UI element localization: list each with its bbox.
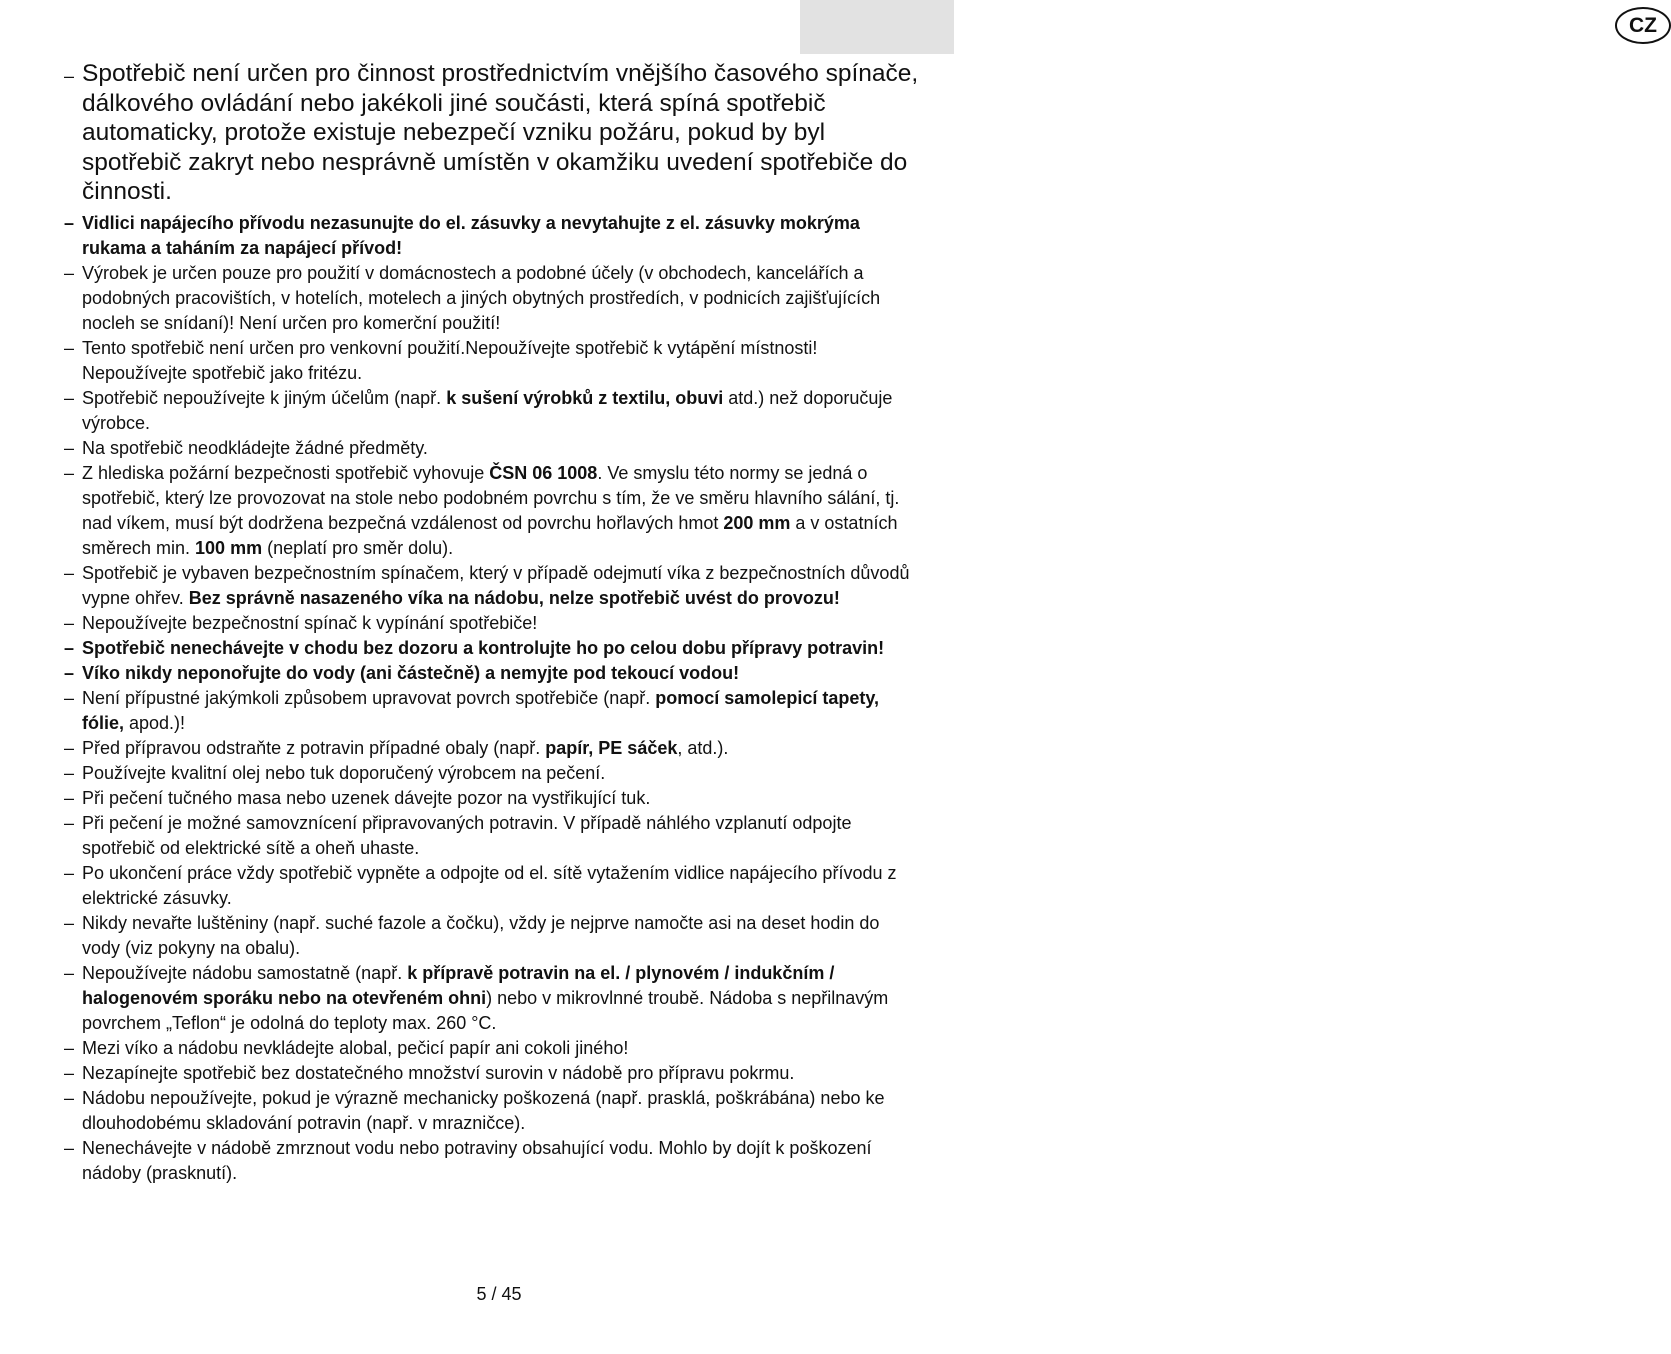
list-item	[62, 761, 922, 786]
bullet-dash: –	[64, 437, 75, 458]
item-text-bold: Bez správně nasazeného víka na nádobu, nelze spotřebič uvést do provozu!	[188, 587, 840, 608]
item-text: Nikdy nevařte luštěniny (např. suché fazole a čočku), vždy je nejprve namočte asi na deset hodin do vody (viz pokyny na obalu).	[82, 912, 880, 958]
bullet-dash: –	[64, 462, 75, 483]
item-text: Používejte kvalitní olej nebo tuk doporučený výrobcem na pečení.	[82, 762, 606, 783]
item-text: . Ve smyslu této normy se jedná o spotřebič, který lze provozovat na stole nebo podobném povrchu s tím, že ve směru hlavního sálání, tj. nad víkem, musí být dodržena bezpečná vzdálenost od povrchu hořlavých hmot	[82, 462, 900, 533]
item-text: (neplatí pro směr dolu).	[262, 537, 454, 558]
list-item	[62, 261, 922, 336]
item-text-bold: papír, PE sáček	[545, 737, 678, 758]
language-badge: CZ	[1615, 7, 1671, 44]
item-text: Mezi víko a nádobu nevkládejte alobal, pečicí papír ani cokoli jiného!	[82, 1037, 629, 1058]
list-item	[62, 436, 922, 461]
bullet-dash: –	[64, 1062, 75, 1083]
list-item	[62, 561, 922, 611]
item-text-bold: 200 mm	[723, 512, 791, 533]
item-text: Při pečení tučného masa nebo uzenek dávejte pozor na vystřikující tuk.	[82, 787, 651, 808]
item-text: Spotřebič je vybaven bezpečnostním spínačem, který v případě odejmutí víka z bezpečnostních důvodů vypne ohřev.	[82, 562, 910, 608]
item-text: Nepoužívejte bezpečnostní spínač k vypínání spotřebiče!	[82, 612, 538, 633]
list-item	[62, 811, 922, 861]
list-item	[62, 861, 922, 911]
item-text: Spotřebič nepoužívejte k jiným účelům (např.	[82, 387, 447, 408]
item-text: atd.) než doporučuje výrobce.	[82, 387, 893, 433]
item-text: Vidlici napájecího přívodu nezasunujte do el. zásuvky a nevytahujte z el. zásuvky mokrýma rukama a taháním za napájecí přívod!	[82, 212, 860, 258]
bullet-dash: –	[64, 862, 75, 883]
bullet-dash: –	[64, 262, 75, 283]
bullet-dash: –	[64, 662, 75, 683]
list-item	[62, 1086, 922, 1136]
list-item	[62, 461, 922, 561]
bullet-dash: –	[64, 687, 75, 708]
bullet-dash: –	[64, 387, 75, 408]
item-text: Není přípustné jakýmkoli způsobem upravovat povrch spotřebiče (např.	[82, 687, 656, 708]
item-text: Nenechávejte v nádobě zmrznout vodu nebo potraviny obsahující vodu. Mohlo by dojít k poškození nádoby (prasknutí).	[82, 1137, 872, 1183]
item-text: , atd.).	[677, 737, 729, 758]
item-text: Nepoužívejte nádobu samostatně (např.	[82, 962, 408, 983]
bullet-dash: –	[64, 787, 75, 808]
item-text: Před přípravou odstraňte z potravin případné obaly (např.	[82, 737, 546, 758]
item-text: apod.)!	[124, 712, 186, 733]
list-item	[62, 1036, 922, 1061]
item-text-bold: k sušení výrobků z textilu, obuvi	[446, 387, 724, 408]
item-text: Nezapínejte spotřebič bez dostatečného množství surovin v nádobě pro přípravu pokrmu.	[82, 1062, 795, 1083]
item-text: Tento spotřebič není určen pro venkovní použití.Nepoužívejte spotřebič k vytápění místnosti! Nepoužívejte spotřebič jako fritézu.	[82, 337, 818, 383]
bullet-dash: –	[64, 762, 75, 783]
item-text-bold: ČSN 06 1008	[489, 462, 598, 483]
item-text-bold: k přípravě potravin na el. / plynovém / indukčním / halogenovém sporáku nebo na otevřeném ohni	[82, 962, 835, 1008]
bullet-dash: –	[64, 912, 75, 933]
item-text: Nádobu nepoužívejte, pokud je výrazně mechanicky poškozená (např. prasklá, poškrábána) nebo ke dlouhodobému skladování potravin (např. v mrazničce).	[82, 1087, 885, 1133]
item-text: Výrobek je určen pouze pro použití v domácnostech a podobné účely (v obchodech, kancelářích a podobných pracovištích, v hotelích, motelech a jiných obytných prostředích, v podnicích zajišťujících nocleh se snídaní)! Není určen pro komerční použití!	[82, 262, 881, 333]
item-text: a v ostatních směrech min.	[82, 512, 898, 558]
list-item	[62, 386, 922, 436]
item-text: Spotřebič není určen pro činnost prostřednictvím vnějšího časového spínače, dálkového ovládání nebo jakékoli jiné součásti, která spíná spotřebič automaticky, protože existuje nebezpečí vzniku požáru, pokud by byl spotřebič zakryt nebo nesprávně umístěn v okamžiku uvedení spotřebiče do činnosti.	[82, 60, 919, 205]
item-text: Spotřebič nenechávejte v chodu bez dozoru a kontrolujte ho po celou dobu přípravy potravin!	[82, 637, 885, 658]
item-text: Při pečení je možné samovznícení připravovaných potravin. V případě náhlého vzplanutí odpojte spotřebič od elektrické sítě a oheň uhaste.	[82, 812, 852, 858]
item-text: Po ukončení práce vždy spotřebič vypněte a odpojte od el. sítě vytažením vidlice napájecího přívodu z elektrické zásuvky.	[82, 862, 897, 908]
list-item	[62, 786, 922, 811]
list-item	[62, 736, 922, 761]
list-item	[62, 1136, 922, 1186]
bullet-dash: –	[64, 66, 75, 86]
bullet-dash: –	[64, 612, 75, 633]
page-number: 5 / 45	[476, 1284, 522, 1304]
list-item	[62, 336, 922, 386]
list-item	[62, 611, 922, 636]
item-text: ) nebo v mikrovlnné troubě. Nádoba s nepřilnavým povrchem „Teflon“ je odolná do teploty max. 260 °C.	[82, 987, 889, 1033]
list-item	[62, 911, 922, 961]
list-item	[62, 1061, 922, 1086]
list-item	[62, 636, 922, 661]
bullet-dash: –	[64, 637, 75, 658]
list-item	[62, 211, 922, 261]
language-tab	[800, 0, 1657, 54]
item-text: Z hlediska požární bezpečnosti spotřebič vyhovuje	[82, 462, 490, 483]
item-text: Víko nikdy neponořujte do vody (ani částečně) a nemyjte pod tekoucí vodou!	[82, 662, 740, 683]
bullet-dash: –	[64, 962, 75, 983]
bullet-dash: –	[64, 1087, 75, 1108]
bullet-dash: –	[64, 1037, 75, 1058]
list-item	[62, 961, 922, 1036]
safety-instructions-list	[62, 59, 922, 1186]
list-item	[62, 661, 922, 686]
list-item	[62, 686, 922, 736]
item-text: Na spotřebič neodkládejte žádné předměty.	[82, 437, 428, 458]
bullet-dash: –	[64, 212, 75, 233]
bullet-dash: –	[64, 737, 75, 758]
bullet-dash: –	[64, 812, 75, 833]
bullet-dash: –	[64, 337, 75, 358]
bullet-dash: –	[64, 1137, 75, 1158]
item-text-bold: pomocí samolepicí tapety, fólie,	[82, 687, 880, 733]
list-item	[62, 59, 922, 207]
bullet-dash: –	[64, 562, 75, 583]
item-text-bold: 100 mm	[195, 537, 263, 558]
